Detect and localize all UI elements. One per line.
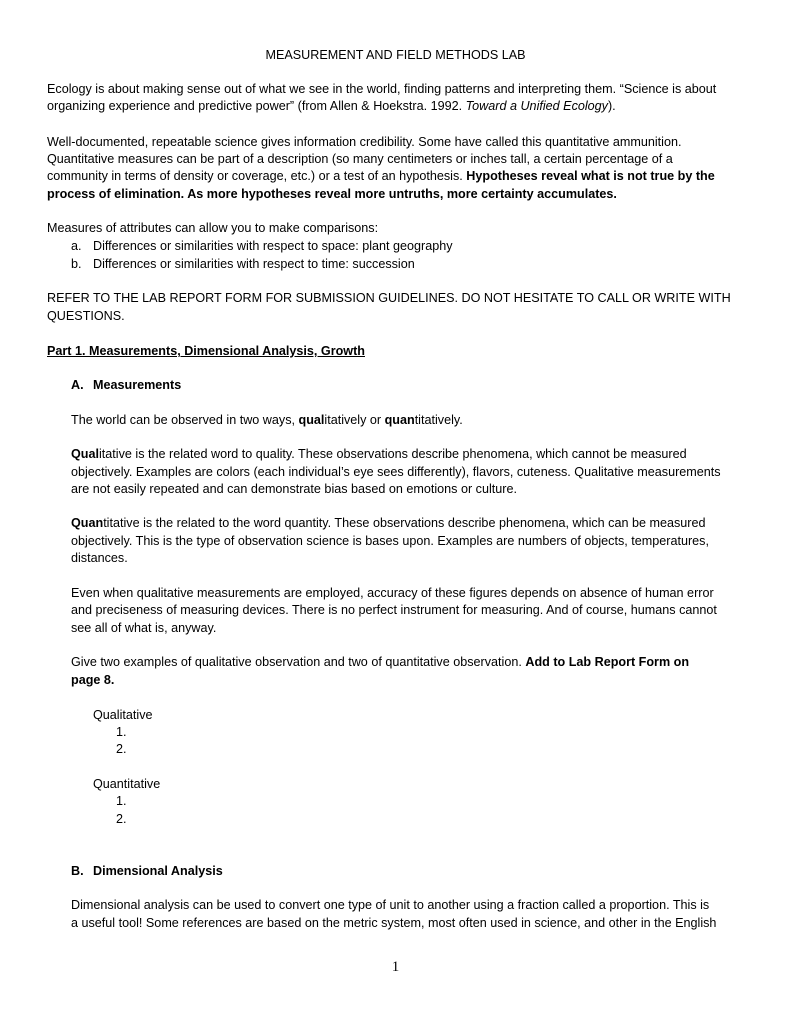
para2-emphasis: Hypotheses reveal what is not true by the (466, 169, 715, 183)
world-line (71, 412, 463, 429)
section-b-line-1: Dimensional analysis can be used to convert one type of unit to another using a fraction called a proportion. This is (71, 898, 710, 912)
give-emphasis: Add to Lab Report Form on (525, 655, 690, 669)
page-number: 1 (391, 959, 400, 975)
measures-lead: Measures of attributes can allow you to make comparisons: (47, 221, 379, 235)
quantitative-item-2: 2. (116, 812, 127, 826)
section-a-heading: Measurements (93, 378, 182, 392)
para2-line-4: process of elimination. As more hypotheses reveal more untruths, more certainty accumulates. (47, 187, 617, 201)
qual-text: itative is the related word to quality. These observations describe phenomena, which cannot be measured (99, 447, 687, 461)
intro-line-1 (47, 81, 716, 98)
quantitative-label: Quantitative (93, 777, 161, 791)
qual-emphasis: qual (298, 413, 325, 427)
intro-text: organizing experience and predictive power” (from Allen & Hoekstra. 1992. (47, 99, 466, 113)
qual-line-3: are not easily repeated and can demonstrate bias based on emotions or culture. (71, 482, 517, 496)
section-b-heading: Dimensional Analysis (93, 864, 223, 878)
refer-line-1: REFER TO THE LAB REPORT FORM FOR SUBMISSION GUIDELINES. DO NOT HESITATE TO CALL OR WRITE WITH (47, 291, 731, 305)
give-text: Give two examples of qualitative observation and two of quantitative observation. (71, 655, 526, 669)
part1-heading: Part 1. Measurements, Dimensional Analysis, Growth (47, 344, 365, 358)
para2-text: community in terms of density or coverage, etc.) or a test of an hypothesis. (47, 169, 467, 183)
even-line-2: and preciseness of measuring devices. There is no perfect instrument for measuring. And of course, humans cannot (71, 603, 717, 617)
world-text: The world can be observed in two ways, (71, 413, 299, 427)
quan-line-1 (71, 515, 705, 532)
list-marker-a: a. (71, 239, 82, 253)
para2-line-1: Well-documented, repeatable science gives information credibility. Some have called this quantitative ammunition. (47, 135, 682, 149)
book-title: Toward a Unified Ecology (465, 99, 608, 113)
qualitative-label: Qualitative (93, 708, 153, 722)
section-b-line-2: a useful tool! Some references are based on the metric system, most often used in science, and other in the English (71, 916, 717, 930)
qualitative-item-2: 2. (116, 742, 127, 756)
qual-emphasis: Qual (71, 447, 99, 461)
qualitative-item-1: 1. (116, 725, 127, 739)
world-text: itatively or (324, 413, 385, 427)
list-marker-b: b. (71, 257, 82, 271)
give-line-2: page 8. (71, 673, 115, 687)
qual-line-2: objectively. Examples are colors (each individual’s eye sees differently), flavors, cuteness. Qualitative measurements (71, 465, 721, 479)
quan-emphasis: Quan (71, 516, 104, 530)
page-title: MEASUREMENT AND FIELD METHODS LAB (265, 48, 526, 62)
refer-line-2: QUESTIONS. (47, 309, 125, 323)
para2-line-3 (47, 168, 715, 185)
quan-text: titative is the related to the word quantity. These observations describe phenomena, which can be measured (103, 516, 706, 530)
quantitative-item-1: 1. (116, 794, 127, 808)
even-line-3: see all of what is, anyway. (71, 621, 217, 635)
list-item-b: Differences or similarities with respect to time: succession (93, 257, 415, 271)
para2-line-2: Quantitative measures can be part of a description (so many centimeters or inches tall, a certain percentage of a (47, 152, 673, 166)
section-b-marker: B. (71, 864, 84, 878)
list-item-a: Differences or similarities with respect to space: plant geography (93, 239, 453, 253)
intro-text: Ecology is about making sense out of what we see in the world, finding patterns and interpreting them. “Science is about (47, 82, 717, 96)
even-line-1: Even when qualitative measurements are employed, accuracy of these figures depends on absence of human error (71, 586, 714, 600)
intro-line-2 (47, 98, 616, 115)
section-a-marker: A. (71, 378, 84, 392)
world-text: titatively. (414, 413, 463, 427)
quan-line-2: objectively. This is the type of observation science is bases upon. Examples are numbers of objects, temperatures, (71, 534, 709, 548)
quan-line-3: distances. (71, 551, 128, 565)
qual-line-1 (71, 446, 687, 463)
give-line-1 (71, 654, 689, 671)
quan-emphasis: quan (384, 413, 415, 427)
intro-text: ). (607, 99, 616, 113)
